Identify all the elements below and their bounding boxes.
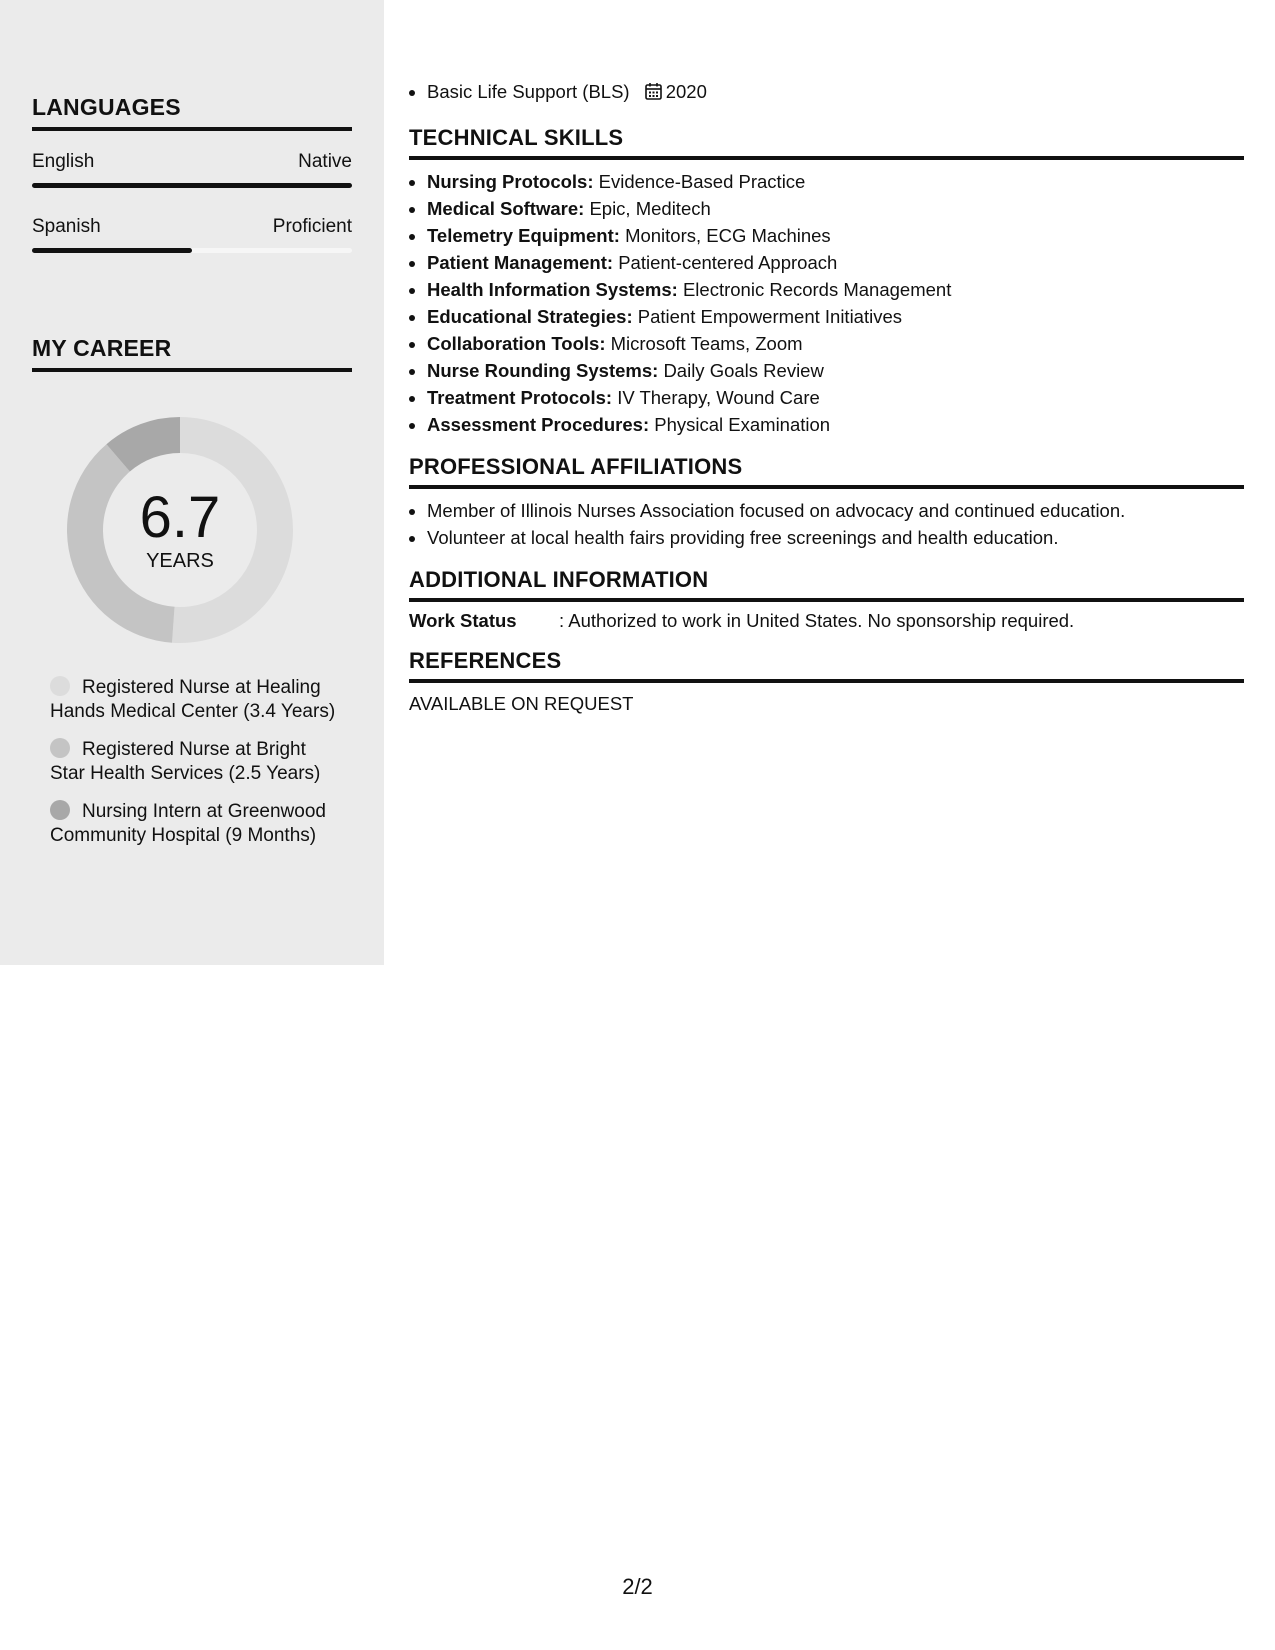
certifications-list [409,78,1244,107]
work-status-row [409,610,1244,632]
affiliations-list [409,497,1244,551]
language-proficiency-bar [32,248,352,253]
career-total-unit: YEARS [146,549,214,572]
legend-item [50,676,340,724]
references-text: AVAILABLE ON REQUEST [409,693,634,714]
skill-value: Patient Empowerment Initiatives [637,306,903,327]
language-level: Native [298,151,352,172]
skill-label: Nursing Protocols: [427,171,594,192]
skill-item [427,222,1244,249]
certification-year: 2020 [665,81,707,102]
language-item-spanish [32,216,352,253]
skill-value: IV Therapy, Wound Care [617,387,820,408]
skill-item [427,168,1244,195]
skill-item [427,357,1244,384]
legend-dot [50,800,70,820]
legend-label: Registered Nurse at Healing Hands Medical Center (3.4 Years) [50,677,336,722]
career-legend [50,676,340,862]
language-level: Proficient [272,216,352,237]
legend-dot [50,676,70,696]
skill-value: Microsoft Teams, Zoom [610,333,803,354]
certification-name: Basic Life Support (BLS) [427,81,630,102]
skill-value: Patient-centered Approach [618,252,838,273]
skill-item [427,384,1244,411]
language-item-english [32,151,352,188]
donut-center [64,414,296,646]
page-number: 2/2 [622,1574,653,1599]
skill-label: Treatment Protocols: [427,387,613,408]
legend-item [50,800,340,848]
language-proficiency-fill [32,183,352,188]
skill-label: Health Information Systems: [427,279,678,300]
skill-item [427,330,1244,357]
skill-value: Monitors, ECG Machines [625,225,831,246]
skill-item [427,411,1244,438]
skill-value: Physical Examination [654,414,831,435]
references-title: REFERENCES [409,648,1244,683]
legend-label: Registered Nurse at Bright Star Health Services (2.5 Years) [50,739,321,784]
skill-value: Epic, Meditech [589,198,711,219]
work-status-label: Work Status [409,610,517,631]
language-name: English [32,151,95,172]
skill-label: Educational Strategies: [427,306,633,327]
career-donut-chart [64,414,296,646]
sidebar [0,0,384,965]
language-name: Spanish [32,216,101,237]
main-content [409,0,1244,715]
skill-label: Collaboration Tools: [427,333,606,354]
skill-value: Evidence-Based Practice [598,171,806,192]
career-section [32,335,352,372]
affiliation-item: • Member of Illinois Nurses Association focused on advocacy and continued education. [427,497,1244,524]
affiliation-item: • Volunteer at local health fairs providing free screenings and health education. [427,524,1244,551]
legend-item [50,738,340,786]
language-proficiency-fill [32,248,192,253]
skill-value: Electronic Records Management [682,279,952,300]
skill-item [427,303,1244,330]
calendar-icon [645,80,662,107]
skill-label: Nurse Rounding Systems: [427,360,659,381]
additional-info-title: ADDITIONAL INFORMATION [409,567,1244,602]
skill-label: Telemetry Equipment: [427,225,620,246]
career-total-years: 6.7 [139,484,221,550]
skill-value: Daily Goals Review [663,360,824,381]
skill-item [427,276,1244,303]
skill-item [427,249,1244,276]
languages-title: LANGUAGES [32,94,352,131]
career-title: MY CAREER [32,335,352,372]
technical-skills-list [409,168,1244,438]
legend-dot [50,738,70,758]
affiliations-title: PROFESSIONAL AFFILIATIONS [409,454,1244,489]
skill-label: Assessment Procedures: [427,414,650,435]
legend-label: Nursing Intern at Greenwood Community Hospital (9 Months) [50,801,326,846]
skill-label: Patient Management: [427,252,614,273]
skill-item [427,195,1244,222]
languages-section [32,94,352,253]
technical-skills-title: TECHNICAL SKILLS [409,125,1244,160]
work-status-value: : Authorized to work in United States. No sponsorship required. [559,610,1075,631]
language-proficiency-bar [32,183,352,188]
skill-label: Medical Software: [427,198,585,219]
certification-item [427,78,1244,107]
